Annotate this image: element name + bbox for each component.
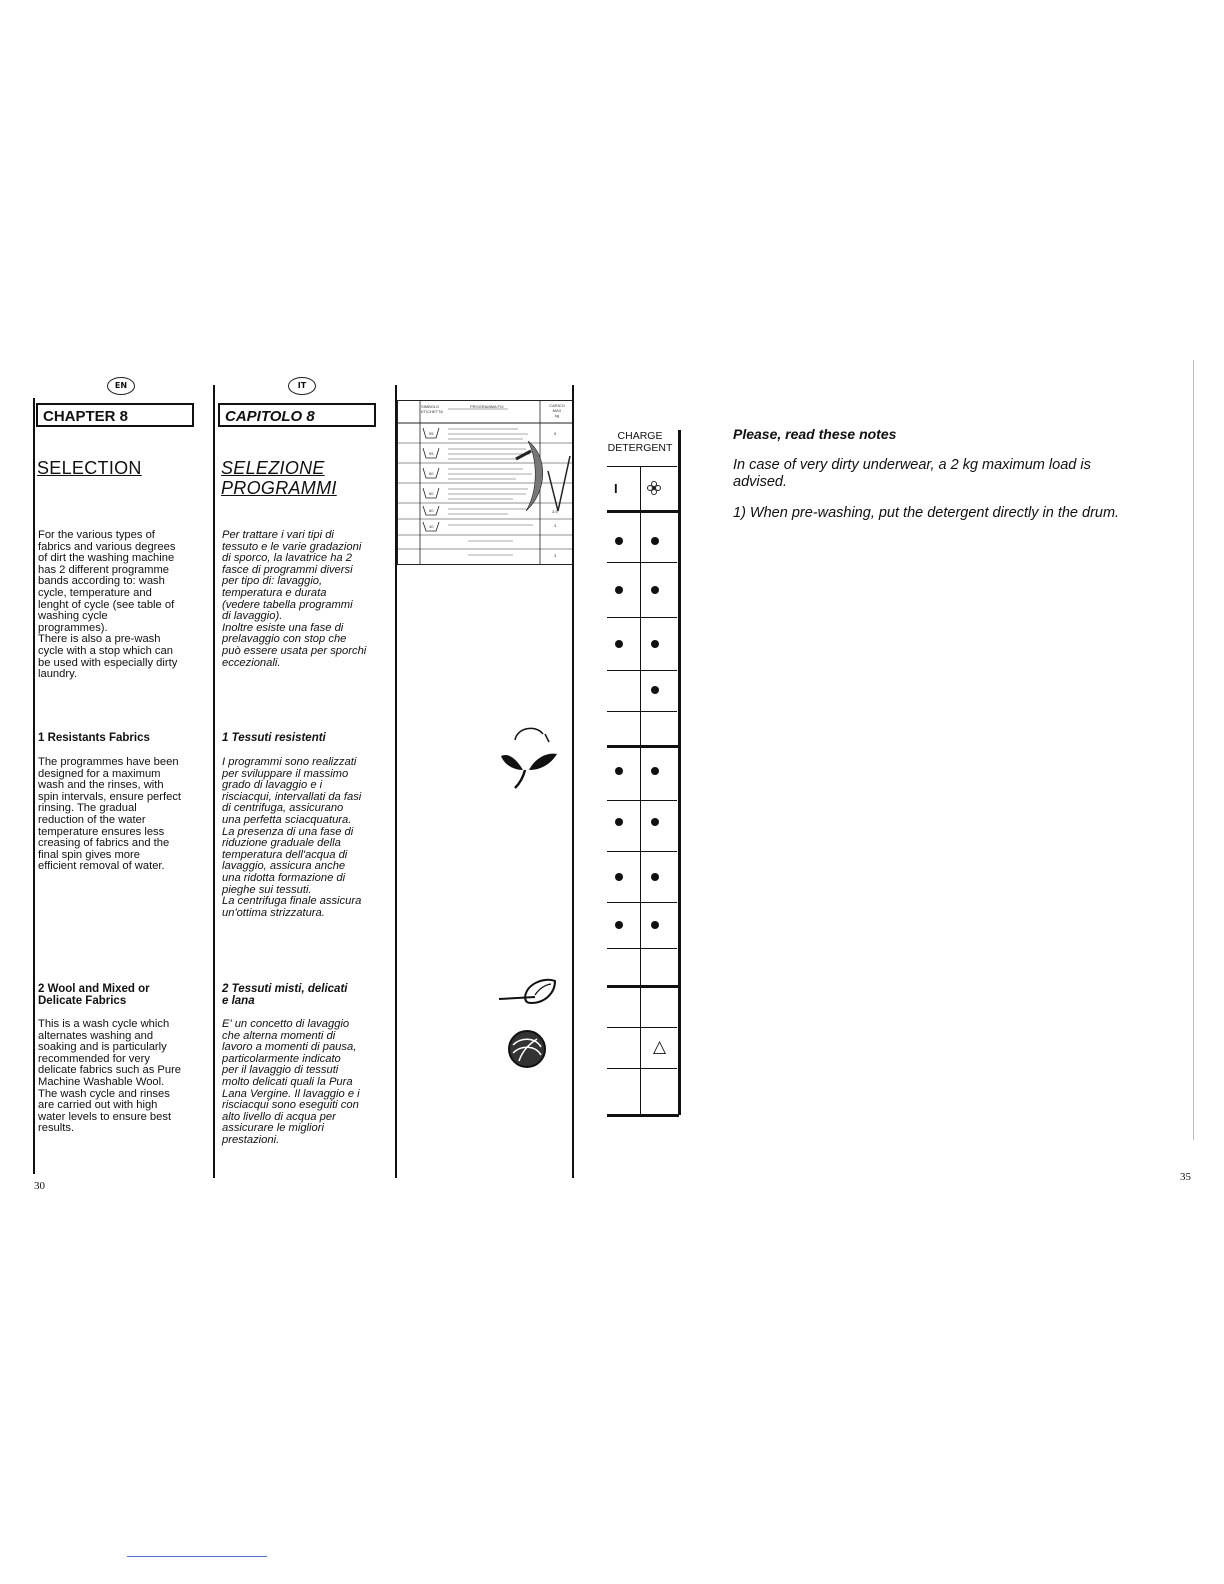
program-table-header-prog: PROGRAMMA FIX bbox=[470, 404, 504, 409]
detergent-dot bbox=[651, 686, 659, 694]
detergent-dot bbox=[615, 586, 623, 594]
program-table-temp-5: 60 bbox=[429, 508, 434, 513]
it-wool-heading: 2 Tessuti misti, delicati e lana bbox=[222, 983, 348, 1007]
detergent-row-4 bbox=[607, 670, 677, 671]
notes-underwear-text: In case of very dirty underwear, a 2 kg maximum load is advised. bbox=[733, 457, 1091, 490]
wool-ball-icon bbox=[505, 1027, 549, 1071]
detergent-row-12 bbox=[607, 1027, 677, 1028]
detergent-row-10 bbox=[607, 948, 677, 949]
en-wool-text: This is a wash cycle which alternates washing and soaking and is particularly recommended for very delicate fabrics such as Pure Machine Washable Wool. The wash cycle and rinses are carried out with high water levels to ensure best results. bbox=[38, 1018, 182, 1135]
detergent-dot bbox=[615, 873, 623, 881]
program-table-temp-6: 40 bbox=[429, 524, 434, 529]
feather-delicate-icon bbox=[495, 975, 560, 1015]
program-table-header-symbol: SIMBOLO ETICHETTA bbox=[421, 404, 443, 414]
notes-title: Please, read these notes bbox=[733, 426, 897, 442]
program-table-temp-3: 60 bbox=[429, 471, 434, 476]
detergent-dot bbox=[615, 818, 623, 826]
detergent-group3-top bbox=[607, 985, 679, 988]
it-chapter-heading: CAPITOLO 8 bbox=[218, 403, 376, 427]
detergent-dot bbox=[651, 640, 659, 648]
detergent-col1-label: I bbox=[614, 481, 618, 496]
program-table-temp-4: 60 bbox=[429, 491, 434, 496]
left-page-number: 30 bbox=[34, 1180, 45, 1192]
it-intro-text: Per trattare i vari tipi di tessuto e le varie gradazioni di sporco, la lavatrice ha 2 fasce di programmi diversi per tipo di: lavaggio, temperatura e durata (vedere tabella programmi di lavaggio). Inoltre esiste una fase di prelavaggio con stop che può essere usata per sporchi eccezionali. bbox=[222, 529, 367, 669]
right-page-number: 35 bbox=[1180, 1171, 1191, 1183]
en-left-rule bbox=[33, 398, 35, 1174]
en-resistant-heading: 1 Resistants Fabrics bbox=[38, 732, 150, 744]
program-table bbox=[397, 400, 573, 565]
detergent-row-3 bbox=[607, 617, 677, 618]
detergent-header: CHARGE DETERGENT bbox=[607, 430, 673, 454]
footnote-rule bbox=[127, 1556, 267, 1557]
en-chapter-heading: CHAPTER 8 bbox=[36, 403, 194, 427]
detergent-dot bbox=[615, 767, 623, 775]
detergent-bottom bbox=[607, 1114, 679, 1117]
cotton-plant-icon bbox=[495, 720, 565, 790]
center-rule-2 bbox=[572, 385, 574, 1178]
detergent-row-5 bbox=[607, 711, 677, 712]
detergent-dot bbox=[651, 818, 659, 826]
program-table-temp-1: 95 bbox=[429, 431, 434, 436]
detergent-dot bbox=[651, 537, 659, 545]
program-table-load-1: 5 bbox=[554, 431, 557, 436]
detergent-col-divider bbox=[640, 466, 641, 1114]
en-wool-heading: 2 Wool and Mixed or Delicate Fabrics bbox=[38, 983, 150, 1007]
en-section-title: SELECTION bbox=[37, 458, 142, 478]
it-section-title: SELEZIONE PROGRAMMI bbox=[221, 458, 337, 498]
en-intro-text: For the various types of fabrics and various degrees of dirt the washing machine has 2 different programme bands according to: wash cycle, temperature and lenght of cycle (see table of washing cycle programmes). There is also a pre-wash cycle with a stop which can be used with especially dirty laundry. bbox=[38, 529, 178, 681]
detergent-row-13 bbox=[607, 1068, 677, 1069]
detergent-dot bbox=[615, 921, 623, 929]
detergent-group2-top bbox=[607, 745, 679, 748]
detergent-row-top bbox=[607, 466, 677, 467]
en-resistant-text: The programmes have been designed for a maximum wash and the rinses, with spin intervals, ensure perfect rinsing. The gradual reduction of the water temperature ensures less creasing of fabrics and the final spin gives more efficient removal of water. bbox=[38, 756, 182, 873]
program-table-temp-2: 95 bbox=[429, 451, 434, 456]
program-table-load-5: 3.5 bbox=[552, 509, 558, 514]
detergent-dot bbox=[651, 921, 659, 929]
detergent-row-9 bbox=[607, 902, 677, 903]
program-table-graphic bbox=[398, 401, 572, 564]
detergent-dot bbox=[615, 640, 623, 648]
en-language-badge: EN bbox=[107, 377, 135, 395]
it-language-badge: IT bbox=[288, 377, 316, 395]
detergent-row-2 bbox=[607, 562, 677, 563]
detergent-right-border bbox=[678, 430, 681, 1115]
notes-prewash-text: 1) When pre-washing, put the detergent directly in the drum. bbox=[733, 505, 1120, 521]
detergent-group1-top bbox=[607, 510, 679, 513]
detergent-dot bbox=[615, 537, 623, 545]
right-edge-rule bbox=[1193, 360, 1194, 1140]
detergent-row-7 bbox=[607, 800, 677, 801]
detergent-dot bbox=[651, 767, 659, 775]
program-table-load-8: 3 bbox=[554, 553, 557, 558]
detergent-dot bbox=[651, 873, 659, 881]
program-table-load-6: 3 bbox=[554, 523, 557, 528]
flower-icon bbox=[646, 480, 662, 496]
it-left-rule bbox=[213, 385, 215, 1178]
it-resistant-text: I programmi sono realizzati per sviluppare il massimo grado di lavaggio e i risciacqui, intervallati da fasi di centrifuga, assicurano una perfetta sciacquatura. La presenza di una fase di riduzione graduale della temperatura dell'acqua di lavaggio, assicura anche una ridotta formazione di pieghe sui tessuti. La centrifuga finale assicura un'ottima strizzatura. bbox=[222, 756, 362, 919]
detergent-dot bbox=[651, 586, 659, 594]
it-wool-text: E' un concetto di lavaggio che alterna momenti di lavoro a momenti di pausa, particolarmente indicato per il lavaggio di tessuti molto delicati quali la Pura Lana Vergine. Il lavaggio e i risciacqui sono eseguiti con alto livello di acqua per assicurare le migliori prestazioni. bbox=[222, 1018, 360, 1146]
detergent-row-8 bbox=[607, 851, 677, 852]
it-resistant-heading: 1 Tessuti resistenti bbox=[222, 732, 326, 744]
program-table-header-max: CARICO MAX kg bbox=[549, 403, 565, 418]
detergent-triangle-icon: △ bbox=[653, 1037, 667, 1057]
